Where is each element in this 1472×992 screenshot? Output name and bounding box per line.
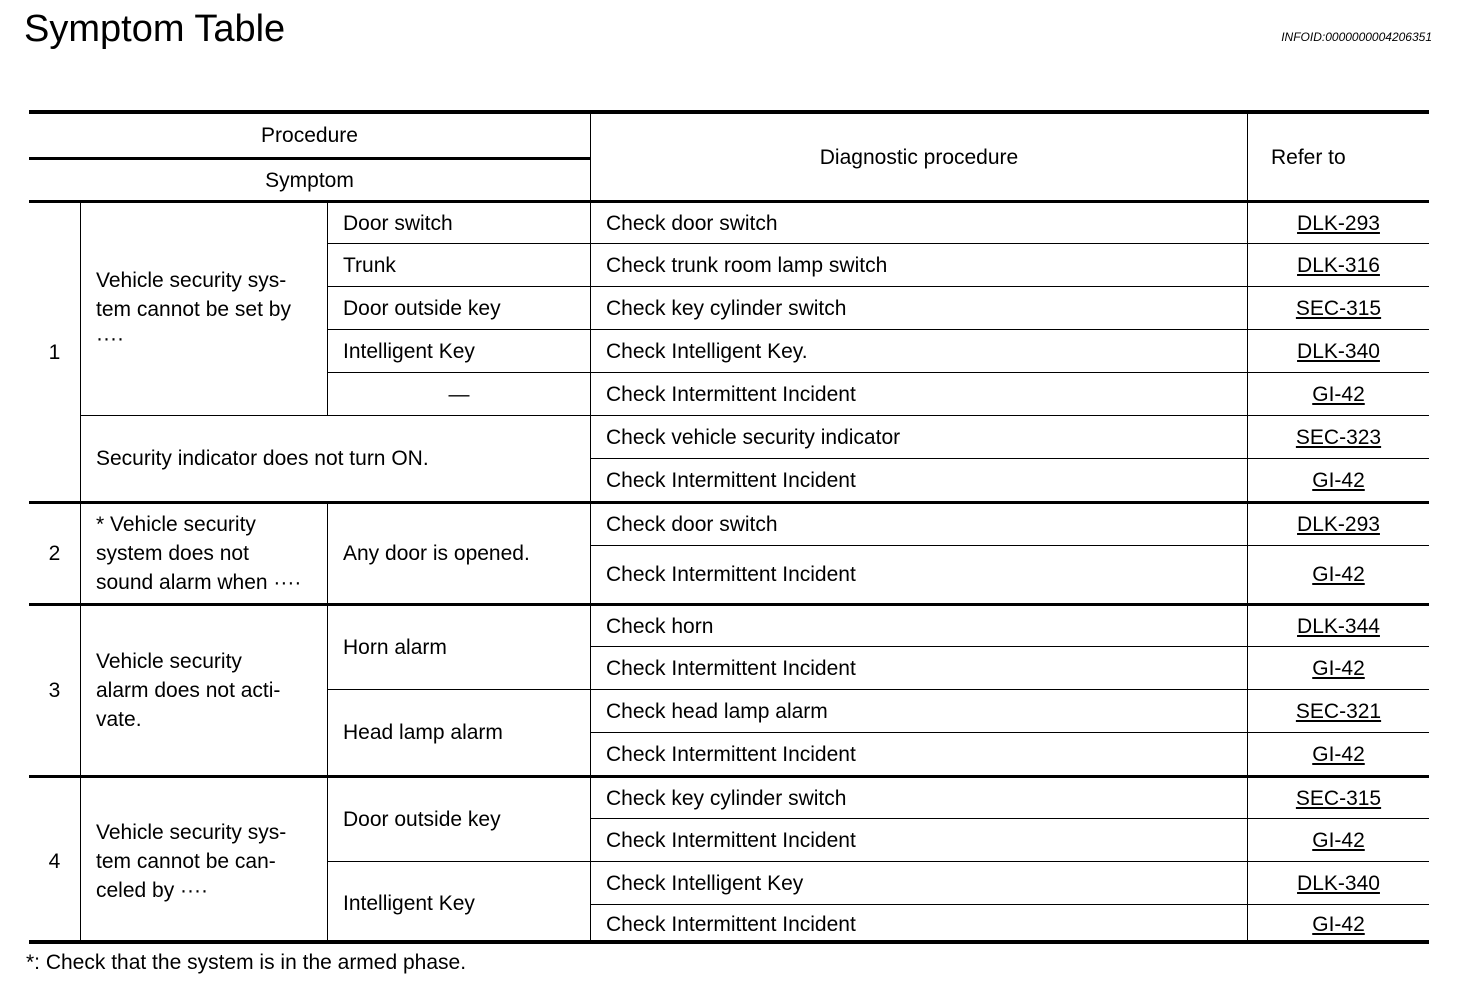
refer-link[interactable]: DLK-316 xyxy=(1247,243,1429,286)
sub-symptom: Intelligent Key xyxy=(327,329,590,372)
refer-link[interactable]: DLK-293 xyxy=(1247,501,1429,545)
refer-link[interactable]: DLK-340 xyxy=(1247,861,1429,904)
refer-link[interactable]: GI-42 xyxy=(1247,458,1429,501)
diagnostic-step: Check Intelligent Key. xyxy=(590,329,1247,372)
refer-link[interactable]: GI-42 xyxy=(1247,904,1429,944)
group-symptom: Vehicle security sys- tem cannot be can- celed by ···· xyxy=(80,775,327,944)
diagnostic-step: Check door switch xyxy=(590,200,1247,243)
diagnostic-step: Check Intermittent Incident xyxy=(590,372,1247,415)
diagnostic-step: Check vehicle security indicator xyxy=(590,415,1247,458)
refer-link[interactable]: SEC-315 xyxy=(1247,775,1429,818)
group-number: 4 xyxy=(29,775,80,944)
group-symptom: * Vehicle security system does not sound alarm when ···· xyxy=(80,501,327,603)
symptom-table xyxy=(29,110,1429,944)
diagnostic-step: Check Intermittent Incident xyxy=(590,646,1247,689)
sub-symptom: Door outside key xyxy=(327,775,590,861)
refer-link[interactable]: GI-42 xyxy=(1247,646,1429,689)
refer-link[interactable]: SEC-323 xyxy=(1247,415,1429,458)
group-symptom: Vehicle security alarm does not acti- vate. xyxy=(80,603,327,775)
diagnostic-step: Check key cylinder switch xyxy=(590,775,1247,818)
diagnostic-step: Check Intermittent Incident xyxy=(590,545,1247,603)
header-procedure: Procedure xyxy=(261,124,358,147)
header-diagnostic-procedure: Diagnostic procedure xyxy=(590,114,1247,200)
refer-link[interactable]: GI-42 xyxy=(1247,545,1429,603)
refer-link[interactable]: SEC-315 xyxy=(1247,286,1429,329)
diagnostic-step: Check Intermittent Incident xyxy=(590,732,1247,775)
refer-link[interactable]: GI-42 xyxy=(1247,372,1429,415)
diagnostic-step: Check trunk room lamp switch xyxy=(590,243,1247,286)
diagnostic-step: Check head lamp alarm xyxy=(590,689,1247,732)
refer-link[interactable]: SEC-321 xyxy=(1247,689,1429,732)
sub-symptom: Trunk xyxy=(327,243,590,286)
refer-link[interactable]: GI-42 xyxy=(1247,732,1429,775)
sub-symptom: Intelligent Key xyxy=(327,861,590,944)
footnote: *: Check that the system is in the armed phase. xyxy=(26,951,467,974)
group-number: 3 xyxy=(29,603,80,775)
refer-link[interactable]: GI-42 xyxy=(1247,818,1429,861)
info-id: INFOID:0000000004206351 xyxy=(1281,30,1432,44)
diagnostic-step: Check Intelligent Key xyxy=(590,861,1247,904)
sub-symptom: Head lamp alarm xyxy=(327,689,590,775)
diagnostic-step: Check key cylinder switch xyxy=(590,286,1247,329)
sub-symptom: Door switch xyxy=(327,200,590,243)
diagnostic-step: Check horn xyxy=(590,603,1247,646)
diagnostic-step: Check door switch xyxy=(590,501,1247,545)
diagnostic-step: Check Intermittent Incident xyxy=(590,818,1247,861)
sub-symptom: — xyxy=(327,372,590,415)
sub-symptom: Horn alarm xyxy=(327,603,590,689)
header-symptom: Symptom xyxy=(29,157,590,200)
refer-link[interactable]: DLK-344 xyxy=(1247,603,1429,646)
group-number: 2 xyxy=(29,501,80,603)
diagnostic-step: Check Intermittent Incident xyxy=(590,458,1247,501)
refer-link[interactable]: DLK-293 xyxy=(1247,200,1429,243)
sub-symptom: Door outside key xyxy=(327,286,590,329)
refer-link[interactable]: DLK-340 xyxy=(1247,329,1429,372)
group-number: 1 xyxy=(29,200,80,501)
page-title: Symptom Table xyxy=(24,8,286,50)
diagnostic-step: Check Intermittent Incident xyxy=(590,904,1247,944)
sub-symptom: Any door is opened. xyxy=(327,501,590,603)
group-symptom: Vehicle security sys- tem cannot be set by ···· xyxy=(80,200,327,415)
header-refer-to: Refer to xyxy=(1247,114,1429,200)
extra-symptom: Security indicator does not turn ON. xyxy=(80,415,590,501)
